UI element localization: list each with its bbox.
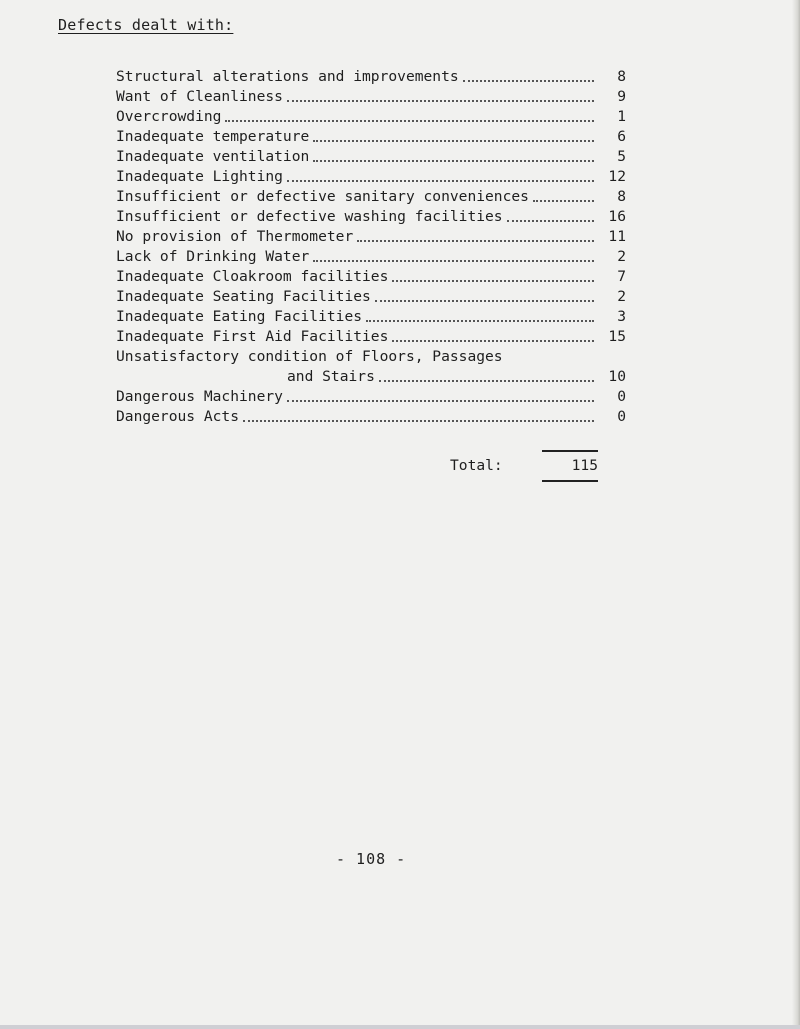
item-value: 10 xyxy=(608,368,626,385)
item-label: Inadequate First Aid Facilities xyxy=(116,328,389,345)
leader-dots xyxy=(375,300,594,302)
list-item xyxy=(116,207,626,227)
list-item xyxy=(116,327,626,347)
leader-dots xyxy=(463,80,594,82)
list-item xyxy=(116,307,626,327)
item-value: 7 xyxy=(617,268,626,285)
item-value: 3 xyxy=(617,308,626,325)
list-item xyxy=(116,187,626,207)
leader-dots xyxy=(243,420,594,422)
item-label: Unsatisfactory condition of Floors, Passages xyxy=(116,348,503,365)
list-item xyxy=(116,87,626,107)
list-item xyxy=(116,127,626,147)
section-heading: Defects dealt with: xyxy=(58,16,234,34)
leader-dots xyxy=(313,260,594,262)
total-row xyxy=(450,456,598,476)
list-item xyxy=(116,147,626,167)
scan-bottom-edge xyxy=(0,1025,800,1029)
item-label-continuation: and Stairs xyxy=(287,368,375,385)
item-label: Inadequate Seating Facilities xyxy=(116,288,371,305)
item-label: Dangerous Acts xyxy=(116,408,240,425)
item-label: Insufficient or defective sanitary conveniences xyxy=(116,188,529,205)
leader-dots xyxy=(366,320,594,322)
item-value: 11 xyxy=(608,228,626,245)
item-label: Inadequate temperature xyxy=(116,128,310,145)
item-value: 8 xyxy=(617,188,626,205)
list-item xyxy=(116,407,626,427)
list-item xyxy=(116,267,626,287)
list-item xyxy=(116,227,626,247)
list-item xyxy=(116,167,626,187)
item-value: 12 xyxy=(608,168,626,185)
leader-dots xyxy=(533,200,594,202)
item-value: 9 xyxy=(617,88,626,105)
item-label: Inadequate ventilation xyxy=(116,148,310,165)
item-value: 2 xyxy=(617,288,626,305)
defects-list xyxy=(116,67,626,427)
item-value: 5 xyxy=(617,148,626,165)
total-rule-top xyxy=(542,450,598,452)
item-value: 8 xyxy=(617,68,626,85)
list-item xyxy=(116,387,626,407)
leader-dots xyxy=(379,380,594,382)
item-label: Overcrowding xyxy=(116,108,222,125)
item-label: Structural alterations and improvements xyxy=(116,68,459,85)
page-number: - 108 - xyxy=(336,850,407,868)
total-rule-bottom xyxy=(542,480,598,482)
leader-dots xyxy=(287,180,594,182)
item-value: 1 xyxy=(617,108,626,125)
list-item xyxy=(116,247,626,267)
item-label: Inadequate Eating Facilities xyxy=(116,308,363,325)
item-value: 15 xyxy=(608,328,626,345)
item-value: 0 xyxy=(617,408,626,425)
leader-dots xyxy=(392,340,594,342)
page-edge-shadow xyxy=(792,0,800,1029)
item-value: 0 xyxy=(617,388,626,405)
leader-dots xyxy=(392,280,594,282)
leader-dots xyxy=(287,100,594,102)
list-item-continuation xyxy=(116,367,626,387)
leader-dots xyxy=(313,140,594,142)
leader-dots xyxy=(287,400,594,402)
item-value: 2 xyxy=(617,248,626,265)
list-item xyxy=(116,347,626,367)
list-item xyxy=(116,287,626,307)
item-value: 6 xyxy=(617,128,626,145)
item-label: Insufficient or defective washing facilities xyxy=(116,208,503,225)
item-label: Inadequate Lighting xyxy=(116,168,283,185)
leader-dots xyxy=(313,160,594,162)
item-label: No provision of Thermometer xyxy=(116,228,354,245)
item-label: Lack of Drinking Water xyxy=(116,248,310,265)
item-label: Want of Cleanliness xyxy=(116,88,283,105)
total-value: 115 xyxy=(571,457,598,474)
total-label: Total: xyxy=(450,457,503,474)
list-item xyxy=(116,67,626,87)
item-label: Inadequate Cloakroom facilities xyxy=(116,268,389,285)
leader-dots xyxy=(507,220,594,222)
item-label: Dangerous Machinery xyxy=(116,388,283,405)
item-value: 16 xyxy=(608,208,626,225)
list-item xyxy=(116,107,626,127)
leader-dots xyxy=(357,240,594,242)
leader-dots xyxy=(225,120,594,122)
